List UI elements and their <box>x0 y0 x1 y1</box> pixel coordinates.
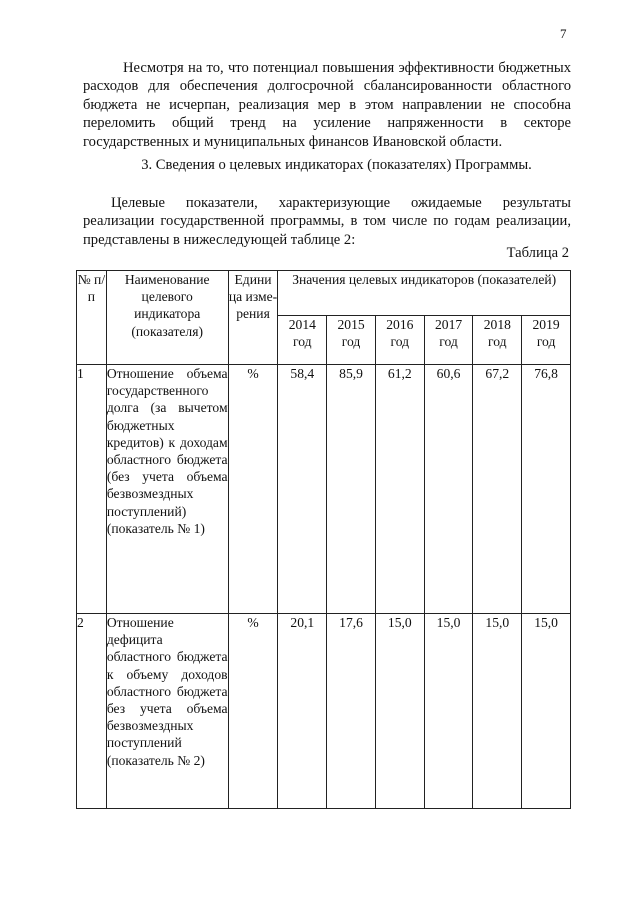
header-year: 2015 год <box>327 316 376 365</box>
row-value: 17,6 <box>327 614 376 809</box>
header-year: 2014 год <box>278 316 327 365</box>
header-num: № п/п <box>77 271 107 365</box>
row-num: 2 <box>77 614 107 809</box>
header-name: Наименование целевого индикатора (показателя) <box>106 271 228 365</box>
row-value: 58,4 <box>278 365 327 614</box>
table-intro-paragraph: Целевые показатели, характеризующие ожидаемые результаты реализации государственной программы, в том числе по годам реализации, представлены в нижеследующей таблице 2: <box>83 195 571 248</box>
row-value: 15,0 <box>375 614 424 809</box>
section-heading: 3. Сведения о целевых индикаторах (показателях) Программы. <box>141 157 532 173</box>
row-value: 61,2 <box>375 365 424 614</box>
row-indicator-name <box>106 365 228 614</box>
row-indicator-name <box>106 614 228 809</box>
page-number: 7 <box>560 26 567 41</box>
row-value: 15,0 <box>473 614 522 809</box>
row-unit: % <box>228 365 278 614</box>
row-num: 1 <box>77 365 107 614</box>
row-value: 20,1 <box>278 614 327 809</box>
table-row <box>77 614 571 809</box>
header-year: 2019 год <box>522 316 571 365</box>
indicators-table <box>76 270 571 809</box>
row-indicator-name-text: Отношение объема государственного долга (за вычетом бюджетных кредитов) к доходам областного бюджета (без учета объема безвозмездных поступлений) (показатель № 1) <box>106 366 228 536</box>
header-year: 2016 год <box>375 316 424 365</box>
intro-paragraph: Несмотря на то, что потенциал повышения эффективности бюджетных расходов для обеспечения долгосрочной сбалансированности областного бюджета не исчерпан, реализация мер в этом направлении не способна переломить общий тренд на усиление напряженности в секторе государственных и муниципальных финансов Ивановской области. <box>83 60 571 150</box>
header-unit: Едини ца изме-рения <box>228 271 278 365</box>
table-caption: Таблица 2 <box>506 245 569 261</box>
row-value: 15,0 <box>424 614 473 809</box>
table-row <box>77 365 571 614</box>
header-year: 2018 год <box>473 316 522 365</box>
row-value: 67,2 <box>473 365 522 614</box>
row-value: 60,6 <box>424 365 473 614</box>
row-value: 76,8 <box>522 365 571 614</box>
header-values-group: Значения целевых индикаторов (показателей) <box>278 271 571 316</box>
row-indicator-name-text: Отношение дефицита областного бюджета к объему доходов областного бюджета без учета объема безвозмездных поступлений (показатель № 2) <box>106 615 228 768</box>
header-year: 2017 год <box>424 316 473 365</box>
row-value: 15,0 <box>522 614 571 809</box>
row-value: 85,9 <box>327 365 376 614</box>
row-unit: % <box>228 614 278 809</box>
table-header-row <box>77 271 571 316</box>
